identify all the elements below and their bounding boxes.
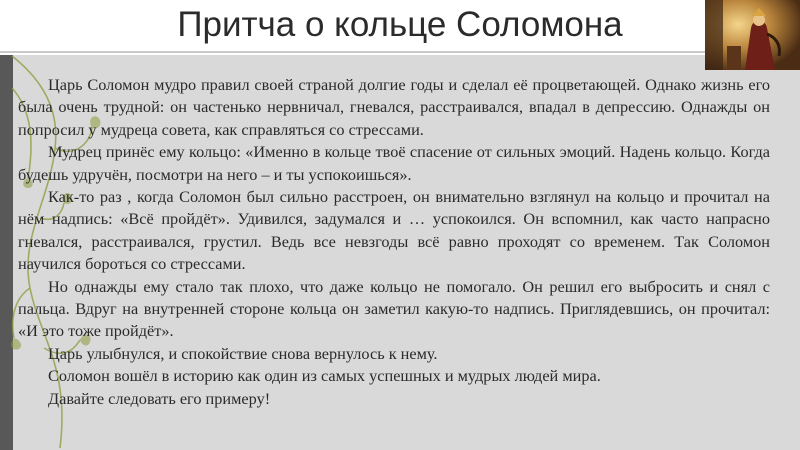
paragraph: Давайте следовать его примеру! [48, 388, 271, 408]
king-solomon-painting-icon [705, 0, 800, 70]
paragraph: Как-то раз , когда Соломон был сильно расстроен, он внимательно взглянул на кольцо и прочитал на нём надпись: «Всё пройдёт». Удивился, задумался и … успокоился. Он вспомнил, как часто напрасно гневался, расстраивался, грустил. Ведь все невзгоды всё равно проходят со временем. Так Соломон научился бороться со стрессами. [18, 187, 770, 274]
slide-title: Притча о кольце Соломона [177, 5, 623, 44]
paragraph: Мудрец принёс ему кольцо: «Именно в кольце твоё спасение от сильных эмоций. Надень кольцо. Когда будешь удручён, посмотри на него – и ты успокоишься». [18, 142, 770, 184]
paragraph: Соломон вошёл в историю как один из самых успешных и мудрых людей мира. [48, 366, 601, 386]
parable-text [18, 74, 770, 410]
paragraph: Царь улыбнулся, и спокойствие снова вернулось к нему. [48, 343, 438, 363]
paragraph: Царь Соломон мудро правил своей страной долгие годы и сделал её процветающей. Однако жизнь его была очень трудной: он частенько нервничал, гневался, расстраивался, впадал в депрессию. Однажды он попросил у мудреца совета, как справляться со стрессами. [18, 75, 770, 139]
paragraph: Но однажды ему стало так плохо, что даже кольцо не помогало. Он решил его выбросить и снял с пальца. Вдруг на внутренней стороне кольца он заметил какую-то надпись. Приглядевшись, он прочитал: «И это тоже пройдёт». [18, 276, 770, 341]
